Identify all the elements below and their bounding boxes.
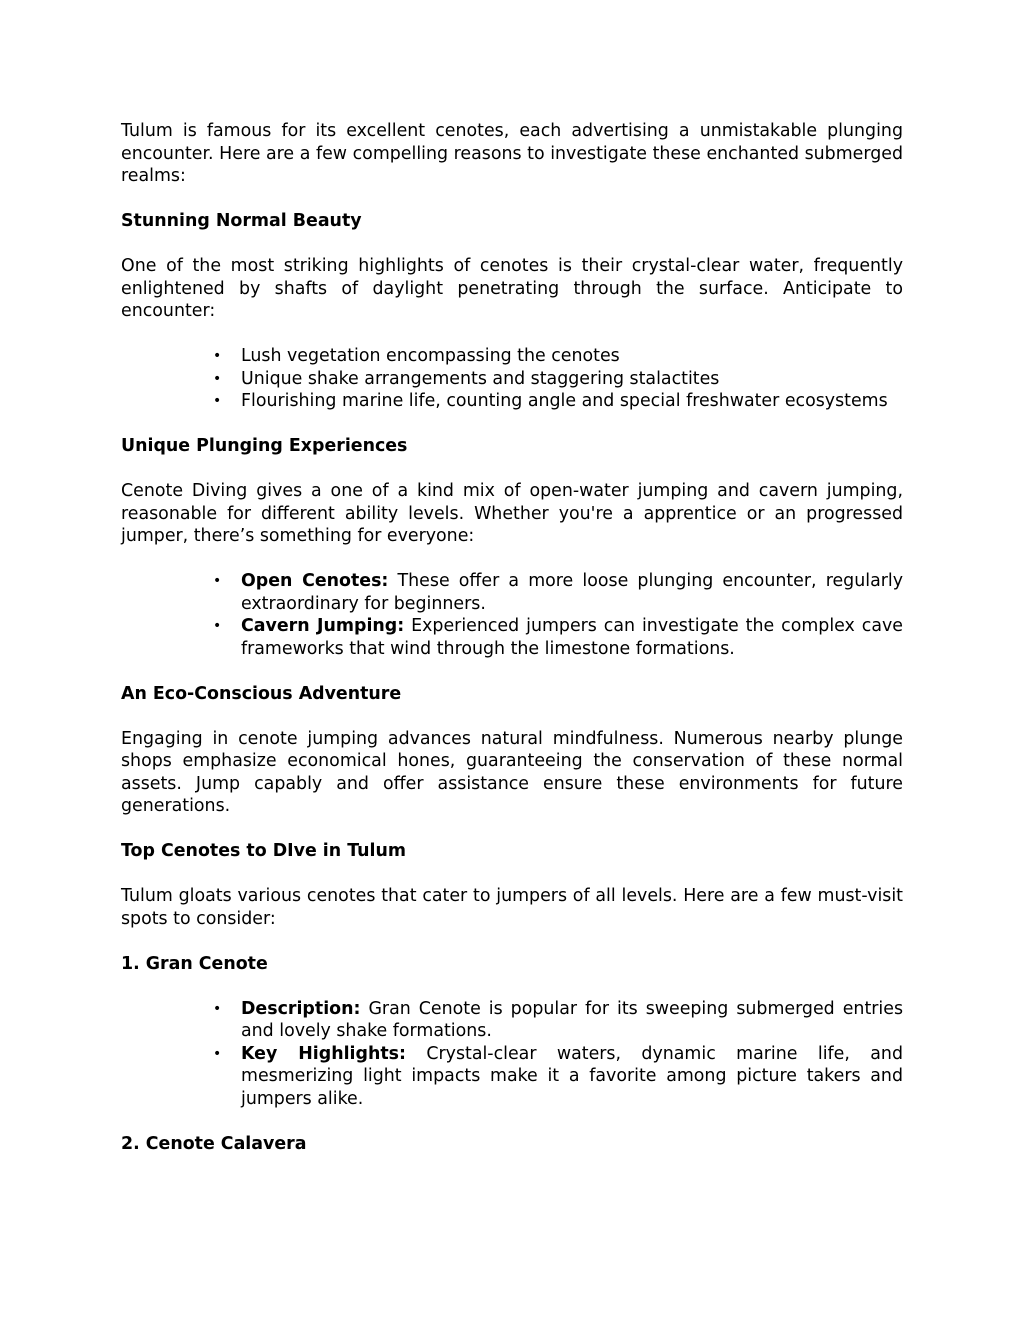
bullet-list-stunning-beauty — [121, 345, 903, 413]
section-paragraph-top-cenotes: Tulum gloats various cenotes that cater to jumpers of all levels. Here are a few must-visit spots to consider: — [121, 886, 903, 929]
section-heading-eco-adventure: An Eco-Conscious Adventure — [121, 683, 402, 704]
section-paragraph-stunning-beauty: One of the most striking highlights of cenotes is their crystal-clear water, frequently enlightened by shafts of daylight penetrating through the surface. Anticipate to encounter: — [121, 256, 903, 321]
list-item: • Open Cenotes: These offer a more loose plunging encounter, regularly extraordinary for beginners. — [213, 571, 903, 614]
list-item: • Cavern Jumping: Experienced jumpers can investigate the complex cave frameworks that wind through the limestone formations. — [213, 616, 903, 659]
bullet-icon: • — [213, 573, 222, 589]
bullet-icon: • — [213, 618, 222, 634]
section-heading-top-cenotes: Top Cenotes to DIve in Tulum — [121, 841, 406, 861]
list-item: • Key Highlights: Crystal-clear waters, dynamic marine life, and mesmerizing light impacts make it a favorite among picture takers and jumpers alike. — [213, 1043, 903, 1109]
document-page — [121, 120, 903, 1155]
bullet-icon: • — [213, 370, 222, 387]
list-item: • Flourishing marine life, counting angle and special freshwater ecosystems — [213, 391, 888, 411]
section-heading-gran-cenote: 1. Gran Cenote — [121, 953, 268, 974]
section-heading-cenote-calavera: 2. Cenote Calavera — [121, 1133, 307, 1154]
intro-paragraph: Tulum is famous for its excellent cenotes, each advertising a unmistakable plunging encounter. Here are a few compelling reasons to investigate these enchanted submerged realms: — [121, 121, 903, 186]
bullet-icon: • — [213, 1000, 222, 1017]
list-item: • Description: Gran Cenote is popular for its sweeping submerged entries and lovely shake formations. — [213, 998, 903, 1041]
list-item: • Lush vegetation encompassing the cenotes — [213, 346, 620, 366]
section-heading-stunning-beauty: Stunning Normal Beauty — [121, 211, 362, 231]
bullet-icon: • — [213, 1045, 222, 1062]
bullet-icon: • — [213, 348, 222, 364]
section-paragraph-plunging-experiences: Cenote Diving gives a one of a kind mix of open-water jumping and cavern jumping, reasonable for different ability levels. Whether you're a apprentice or an progressed jumper, there’s something for everyone: — [121, 481, 903, 546]
section-paragraph-eco-adventure: Engaging in cenote jumping advances natural mindfulness. Numerous nearby plunge shops emphasize economical hones, guaranteeing the conservation of these normal assets. Jump capably and offer assistance ensure these environments for future generations. — [121, 728, 903, 816]
bullet-list-plunging-experiences — [121, 570, 903, 660]
list-item: • Unique shake arrangements and staggering stalactites — [213, 368, 720, 389]
bullet-icon: • — [213, 393, 222, 409]
bullet-list-gran-cenote — [121, 998, 903, 1111]
section-heading-plunging-experiences: Unique Plunging Experiences — [121, 436, 408, 456]
